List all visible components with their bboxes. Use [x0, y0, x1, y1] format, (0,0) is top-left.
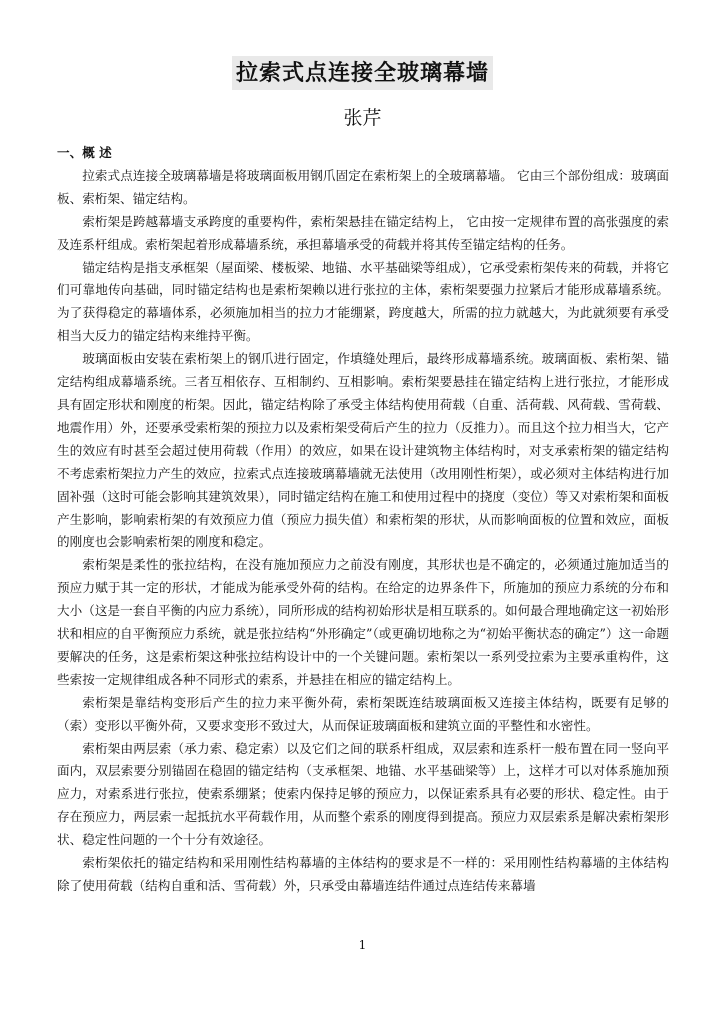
title-container [0, 56, 725, 90]
paragraph: 索桁架由两层索（承力索、稳定索）以及它们之间的联系杆组成，双层索和连系杆一般布置在同一竖向平面内，双层索要分别锚固在稳固的锚定结构（支承框架、地锚、水平基础梁等）上，这样才可以对体系施加预应力，对索系进行张拉，使索系绷紧；使索内保持足够的预应力，以保证索系具有必要的形状、稳定性。由于存在预应力，两层索一起抵抗水平荷载作用，从而整个索系的刚度得到提高。预应力双层索系是解决索桁架形状、稳定性问题的一个十分有效途径。 [57, 740, 669, 848]
document-author: 张芹 [343, 107, 382, 129]
section-heading: 一、概 述 [57, 145, 112, 160]
paragraph: 锚定结构是指支承框架（屋面梁、楼板梁、地锚、水平基础梁等组成），它承受索桁架传来的荷载，并将它们可靠地传向基础，同时锚定结构也是索桁架赖以进行张拉的主体，索桁架要强力拉紧后才能形成幕墙系统。为了获得稳定的幕墙体系，必须施加相当的拉力才能绷紧，跨度越大，所需的拉力就越大，为此就须要有承受相当大反力的锚定结构来维持平衡。 [57, 259, 669, 344]
paragraph: 玻璃面板由安装在索桁架上的钢爪进行固定，作填缝处理后，最终形成幕墙系统。玻璃面板、索桁架、锚定结构组成幕墙系统。三者互相依存、互相制约、互相影响。索桁架要悬挂在锚定结构上进行张拉，才能形成具有固定形状和刚度的桁架。因此，锚定结构除了承受主体结构使用荷载（自重、活荷载、风荷载、雪荷载、地震作用）外，还要承受索桁架的预拉力以及索桁架受荷后产生的拉力（反推力）。而且这个拉力相当大，它产生的效应有时甚至会超过使用荷载（作用）的效应，如果在设计建筑物主体结构时，对支承索桁架的锚定结构不考虑索桁架拉力产生的效应，拉索式点连接玻璃幕墙就无法使用（改用刚性桁架），或必须对主体结构进行加固补强（这时可能会影响其建筑效果），同时锚定结构在施工和使用过程中的挠度（变位）等又对索桁架和面板产生影响，影响索桁架的有效预应力值（预应力损失值）和索桁架的形状，从而影响面板的位置和效应，面板的刚度也会影响索桁架的刚度和稳定。 [57, 351, 669, 550]
paragraph: 索桁架是跨越幕墙支承跨度的重要构件，索桁架悬挂在锚定结构上， 它由按一定规律布置的高张强度的索及连系杆组成。索桁架起着形成幕墙系统，承担幕墙承受的荷载并将其传至锚定结构的任务。 [57, 213, 669, 252]
page-number: 1 [358, 938, 367, 952]
document-body [57, 142, 669, 898]
paragraph: 索桁架依托的锚定结构和采用刚性结构幕墙的主体结构的要求是不一样的：采用刚性结构幕墙的主体结构除了使用荷载（结构自重和活、雪荷载）外，只承受由幕墙连结件通过点连结传来幕墙 [57, 855, 669, 893]
paragraph: 索桁架是柔性的张拉结构，在没有施加预应力之前没有刚度，其形状也是不确定的，必须通过施加适当的预应力赋于其一定的形状，才能成为能承受外荷的结构。在给定的边界条件下，所施加的预应力系统的分布和大小（这是一套自平衡的内应力系统），同所形成的结构初始形状是相互联系的。如何最合理地确定这一初始形状和相应的自平衡预应力系统，就是张拉结构“外形确定”（或更确切地称之为“初始平衡状态的确定”）这一命题要解决的任务，这是索桁架这种张拉结构设计中的一个关键问题。索桁架以一系列受拉索为主要承重构件，这些索按一定规律组成各种不同形式的索系，并悬挂在相应的锚定结构上。 [57, 557, 669, 687]
document-title: 拉索式点连接全玻璃幕墙 [232, 56, 493, 90]
paragraph: 索桁架是靠结构变形后产生的拉力来平衡外荷，索桁架既连结玻璃面板又连接主体结构，既要有足够的（索）变形以平衡外荷，又要求变形不致过大，从而保证玻璃面板和建筑立面的平整性和水密性。 [57, 694, 669, 733]
paragraph: 拉索式点连接全玻璃幕墙是将玻璃面板用钢爪固定在索桁架上的全玻璃幕墙。 它由三个部份组成：玻璃面板、索桁架、锚定结构。 [57, 167, 669, 206]
